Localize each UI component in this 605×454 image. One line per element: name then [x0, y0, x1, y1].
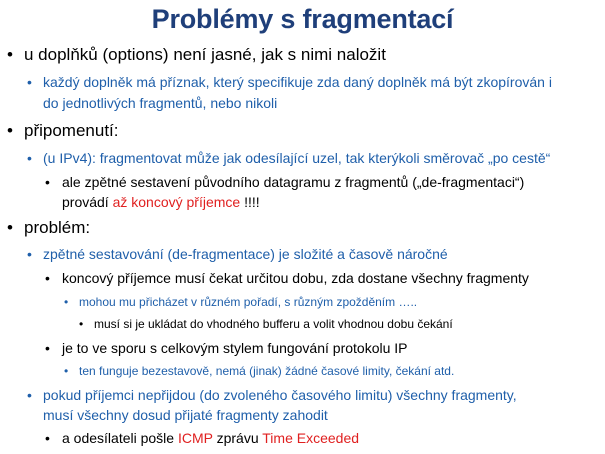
highlighted-text: až koncový příjemce [112, 194, 241, 210]
bullet: • [27, 74, 32, 90]
text: a odesílateli pošle [62, 430, 178, 446]
bullet: • [27, 246, 32, 262]
bullet: • [64, 295, 69, 309]
bullet-text: ale zpětné sestavení původního datagramu z fragmentů („de-fragmentaci“) [62, 174, 525, 190]
bullet: • [7, 45, 13, 64]
bullet: • [7, 218, 13, 237]
bullet-text: koncový příjemce musí čekat určitou dobu, zda dostane všechny fragmenty [62, 270, 529, 286]
bullet: • [79, 317, 84, 331]
bullet-text: mohou mu přicházet v různém pořadí, s různým zpožděním ….. [79, 295, 418, 309]
bullet-text: pokud příjemci nepřijdou (do zvoleného časového limitu) všechny fragmenty, [43, 387, 517, 403]
bullet-text: ten funguje bezestavově, nemá (jinak) žádné časové limity, čekání atd. [79, 364, 455, 378]
bullet: • [27, 387, 32, 403]
highlighted-text: Time Exceeded [262, 430, 360, 446]
bullet-text: u doplňků (options) není jasné, jak s nimi naložit [24, 45, 386, 64]
slide-title: Problémy s fragmentací [151, 4, 454, 34]
bullet-text-continuation: do jednotlivých fragmentů, nebo nikoli [43, 95, 278, 111]
text: provádí [62, 194, 113, 210]
bullet-text: každý doplněk má příznak, který specifikuje zda daný doplněk má být zkopírován i [43, 74, 552, 90]
bullet-text-continuation [62, 194, 260, 210]
bullet-text [62, 430, 359, 446]
bullet-text: připomenutí: [24, 121, 119, 140]
bullet: • [64, 364, 69, 378]
bullet: • [27, 150, 32, 166]
text: !!!! [240, 194, 260, 210]
bullet: • [45, 340, 50, 356]
bullet: • [45, 430, 50, 446]
bullet-text: zpětné sestavování (de-fragmentace) je složité a časově náročné [43, 246, 448, 262]
bullet-text: problém: [24, 218, 91, 237]
text: zprávu [212, 430, 263, 446]
bullet-text: je to ve sporu s celkovým stylem fungování protokolu IP [62, 340, 408, 356]
bullet: • [45, 270, 50, 286]
bullet-text: (u IPv4): fragmentovat může jak odesílající uzel, tak kterýkoli směrovač „po cestě“ [43, 150, 551, 166]
bullet: • [45, 174, 50, 190]
highlighted-text: ICMP [177, 430, 213, 446]
bullet: • [7, 121, 13, 140]
bullet-text: musí si je ukládat do vhodného bufferu a volit vhodnou dobu čekání [94, 317, 453, 331]
bullet-text-continuation: musí všechny dosud přijaté fragmenty zahodit [43, 407, 328, 423]
